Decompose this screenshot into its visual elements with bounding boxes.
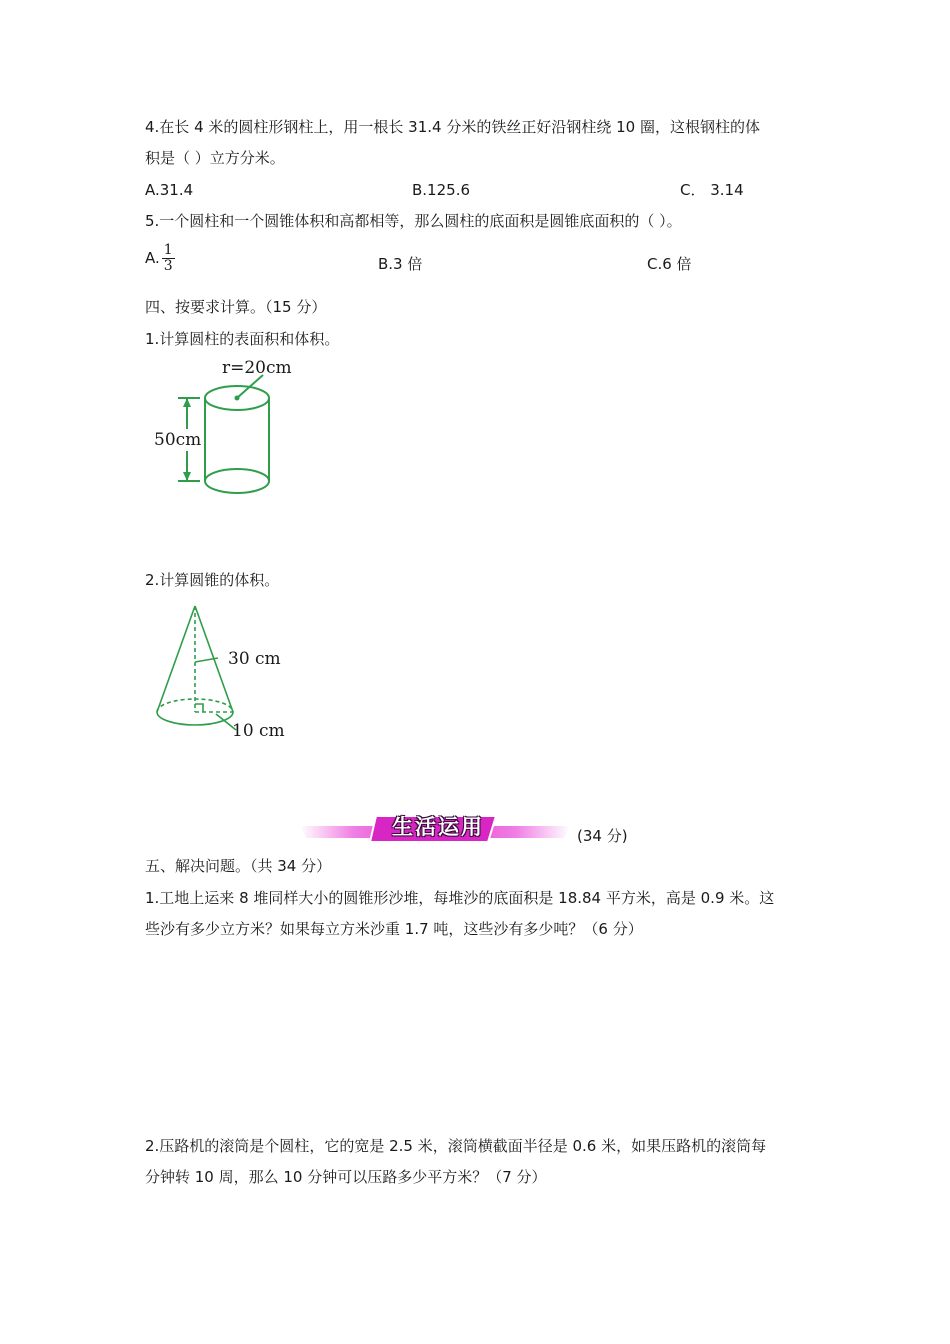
cone-radius-label: 10 cm	[232, 721, 285, 741]
cone-figure	[150, 600, 310, 745]
q4-text-line2: 积是（ ）立方分米。	[145, 149, 285, 167]
fraction-numerator: 1	[163, 242, 173, 258]
q4-option-a: A.31.4	[145, 181, 194, 199]
cylinder-radius-label: r=20cm	[222, 358, 292, 378]
cylinder-height-label: 50cm	[154, 430, 202, 450]
fraction	[162, 243, 175, 274]
q5-text: 5.一个圆柱和一个圆锥体积和高都相等，那么圆柱的底面积是圆锥底面积的（ ）。	[145, 212, 682, 230]
q4-option-c: C． 3.14	[680, 181, 744, 199]
q4-text-line1: 4.在长 4 米的圆柱形钢柱上，用一根长 31.4 分米的铁丝正好沿钢柱绕 10 圈，这根钢柱的体	[145, 118, 760, 136]
section5-q2-line2: 分钟转 10 周，那么 10 分钟可以压路多少平方米？（7 分）	[145, 1168, 547, 1186]
section5-q1-line1: 1.工地上运来 8 堆同样大小的圆锥形沙堆，每堆沙的底面积是 18.84 平方米，高是 0.9 米。这	[145, 889, 775, 907]
cylinder-figure	[150, 355, 310, 500]
cone-height-label: 30 cm	[228, 649, 281, 669]
q5-option-b: B.3 倍	[378, 255, 423, 273]
section4-title: 四、按要求计算。（15 分）	[145, 298, 327, 316]
q5-option-c: C.6 倍	[647, 255, 692, 273]
section5-q2-line1: 2.压路机的滚筒是个圆柱，它的宽是 2.5 米，滚筒横截面半径是 0.6 米，如果压路机的滚筒每	[145, 1137, 767, 1155]
section4-problem1: 1.计算圆柱的表面积和体积。	[145, 330, 340, 348]
section4-problem2: 2.计算圆锥的体积。	[145, 571, 280, 589]
banner-score: (34 分)	[577, 827, 628, 845]
q5-option-a	[145, 243, 175, 274]
section5-q1-line2: 些沙有多少立方米？如果每立方米沙重 1.7 吨，这些沙有多少吨？（6 分）	[145, 920, 643, 938]
banner-title: 生活运用	[392, 815, 484, 839]
q5-option-a-prefix: A.	[145, 249, 160, 267]
section5-title: 五、解决问题。（共 34 分）	[145, 857, 332, 875]
q4-option-b: B.125.6	[412, 181, 471, 199]
fraction-denominator: 3	[163, 258, 173, 274]
